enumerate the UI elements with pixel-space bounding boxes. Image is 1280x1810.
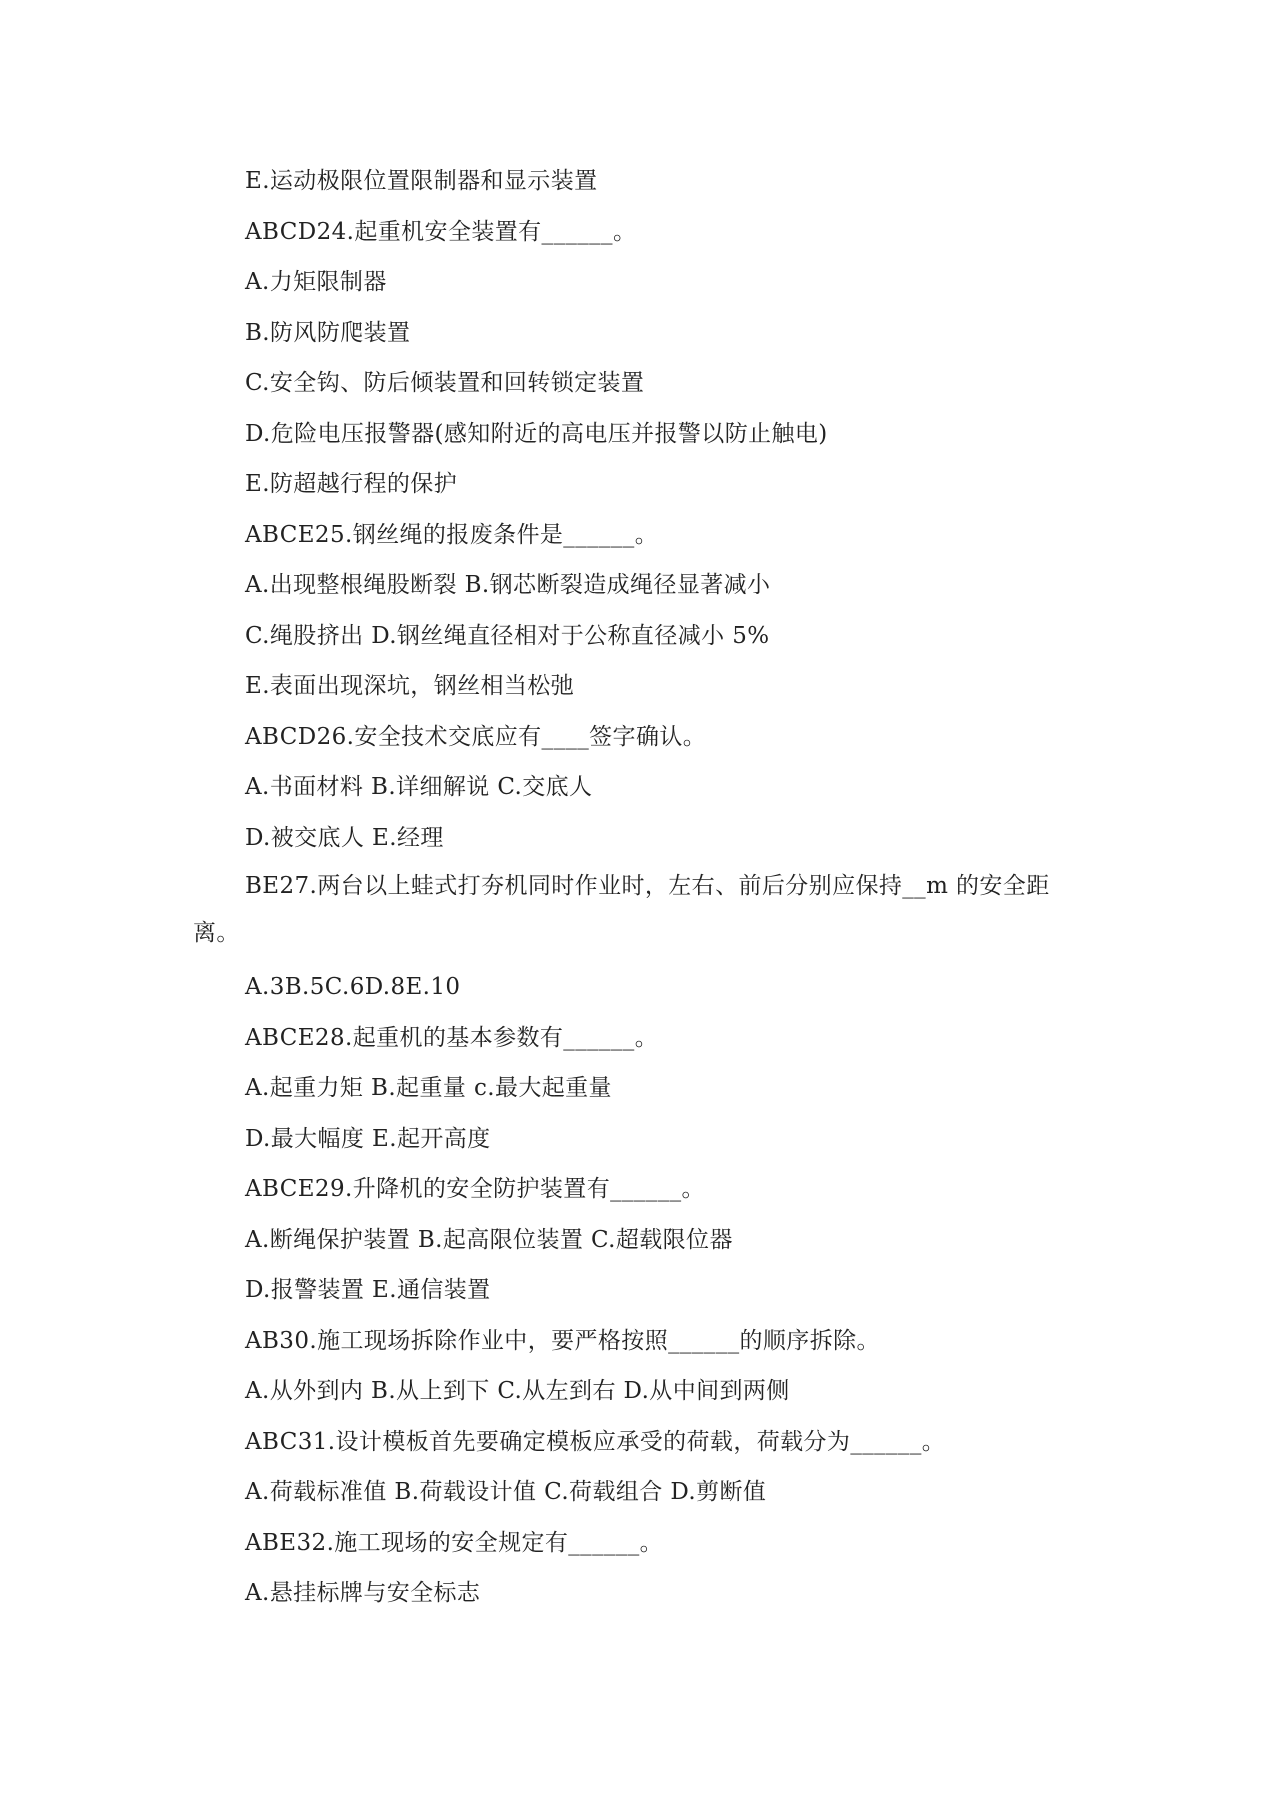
question-line: AB30.施工现场拆除作业中，要严格按照______的顺序拆除。 xyxy=(245,1327,880,1354)
option-line: C.安全钩、防后倾装置和回转锁定装置 xyxy=(245,370,645,396)
question-line: ABCD24.起重机安全装置有______。 xyxy=(245,218,637,245)
option-line: A.从外到内 B.从上到下 C.从左到右 D.从中间到两侧 xyxy=(245,1378,790,1404)
option-line: E.防超越行程的保护 xyxy=(245,471,458,497)
option-line: A.悬挂标牌与安全标志 xyxy=(245,1580,481,1606)
option-line: D.最大幅度 E.起开高度 xyxy=(245,1125,491,1152)
option-line: D.报警装置 E.通信装置 xyxy=(245,1277,491,1303)
question-line: ABE32.施工现场的安全规定有______。 xyxy=(245,1529,664,1556)
question-line: BE27.两台以上蛙式打夯机同时作业时，左右、前后分别应保持__m 的安全距离。 xyxy=(193,873,1050,946)
option-line: A.3B.5C.6D.8E.10 xyxy=(245,974,461,1000)
option-line: A.起重力矩 B.起重量 c.最大起重量 xyxy=(245,1075,612,1101)
option-line: A.书面材料 B.详细解说 C.交底人 xyxy=(245,774,593,800)
question-line: ABCD26.安全技术交底应有____签字确认。 xyxy=(245,723,707,750)
question-line: ABCE25.钢丝绳的报废条件是______。 xyxy=(245,521,659,548)
option-line: D.危险电压报警器(感知附近的高电压并报警以防止触电) xyxy=(245,420,828,447)
option-line: A.断绳保护装置 B.起高限位装置 C.超载限位器 xyxy=(245,1226,733,1253)
option-line: A.力矩限制器 xyxy=(245,269,387,295)
document-body xyxy=(193,156,1093,1619)
option-line: A.荷载标准值 B.荷载设计值 C.荷载组合 D.剪断值 xyxy=(245,1479,767,1505)
option-line: E.运动极限位置限制器和显示装置 xyxy=(245,168,598,194)
question-line: ABC31.设计模板首先要确定模板应承受的荷载，荷载分为______。 xyxy=(245,1428,946,1455)
option-line: C.绳股挤出 D.钢丝绳直径相对于公称直径减小 5% xyxy=(245,622,770,649)
question-line: ABCE29.升降机的安全防护装置有______。 xyxy=(245,1176,705,1202)
option-line: B.防风防爬装置 xyxy=(245,319,411,346)
question-line: ABCE28.起重机的基本参数有______。 xyxy=(245,1024,659,1051)
option-line: A.出现整根绳股断裂 B.钢芯断裂造成绳径显著减小 xyxy=(245,572,771,598)
option-line: D.被交底人 E.经理 xyxy=(245,824,444,851)
option-line: E.表面出现深坑，钢丝相当松弛 xyxy=(245,673,575,699)
